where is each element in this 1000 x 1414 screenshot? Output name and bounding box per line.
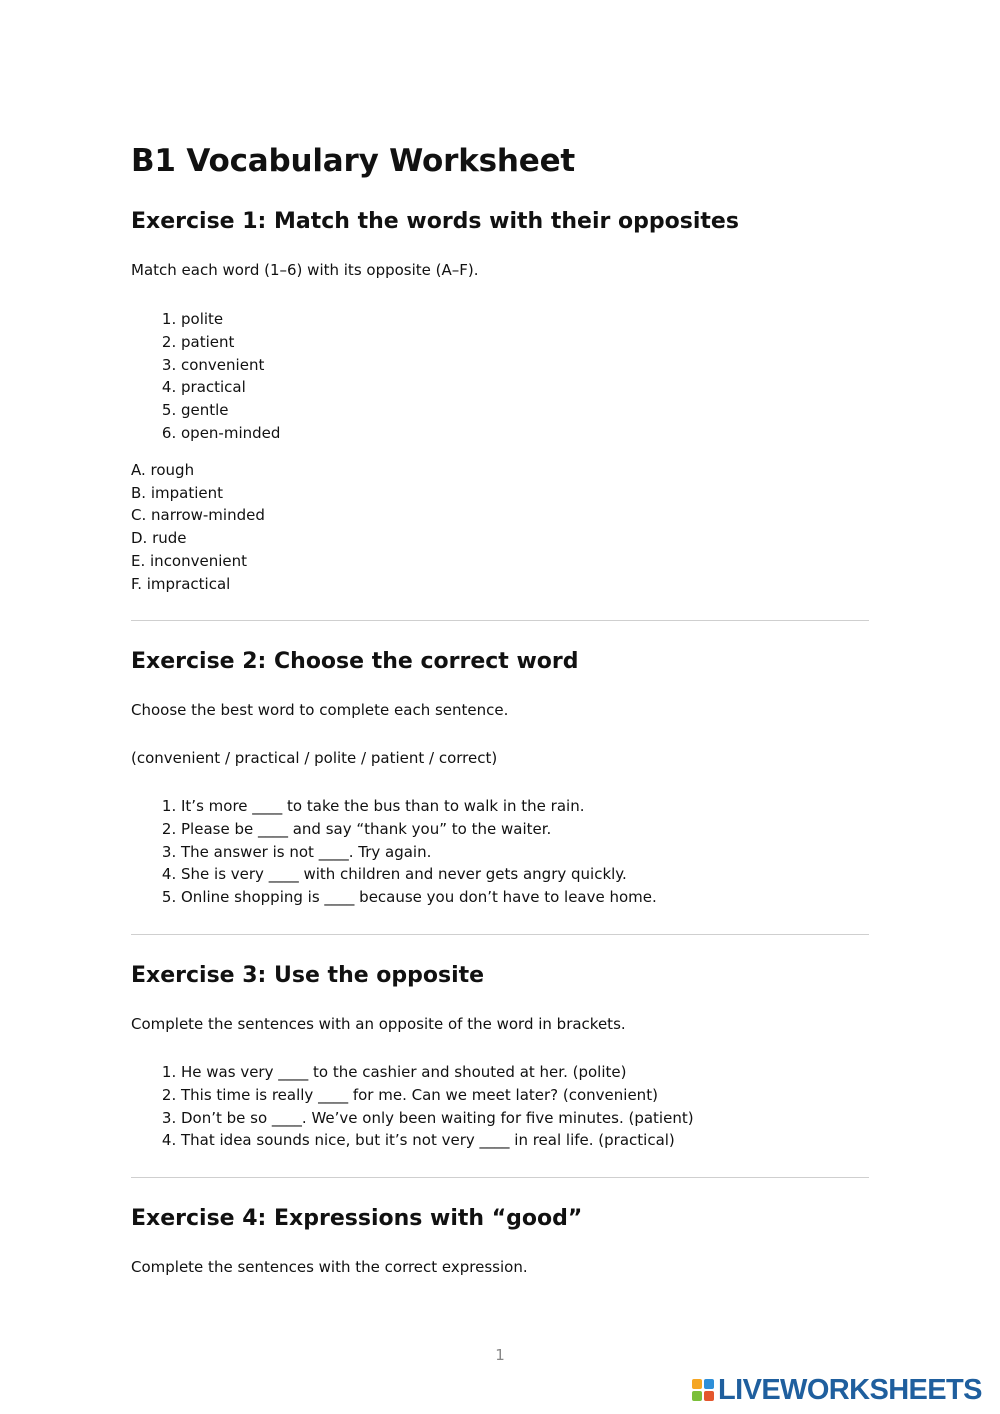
exercise-4-heading: Exercise 4: Expressions with “good” [131, 1206, 583, 1231]
exercise-3-instruction: Complete the sentences with an opposite of the word in brackets. [131, 1015, 626, 1033]
logo-square-icon [692, 1379, 702, 1389]
section-divider [131, 1177, 869, 1178]
exercise-1-word-list [131, 308, 280, 445]
list-item: 6. open-minded [181, 422, 280, 445]
list-item: 4. practical [181, 376, 280, 399]
list-item: 1. He was very ____ to the cashier and shouted at her. (polite) [181, 1061, 694, 1084]
exercise-1-opposites-list [131, 459, 265, 595]
exercise-2-instruction: Choose the best word to complete each sentence. [131, 701, 509, 719]
exercise-2-heading: Exercise 2: Choose the correct word [131, 649, 579, 674]
exercise-1-heading: Exercise 1: Match the words with their opposites [131, 209, 739, 234]
page-number: 1 [495, 1346, 505, 1364]
logo-square-icon [692, 1391, 702, 1401]
liveworksheets-logo-text: LIVEWORKSHEETS [718, 1374, 982, 1406]
list-item: 2. Please be ____ and say “thank you” to the waiter. [181, 818, 657, 841]
list-item: 3. convenient [181, 354, 280, 377]
list-item: F. impractical [131, 574, 231, 593]
list-item: 5. Online shopping is ____ because you don’t have to leave home. [181, 886, 657, 909]
logo-square-icon [704, 1379, 714, 1389]
liveworksheets-logo-icon [692, 1379, 714, 1401]
list-item: 3. Don’t be so ____. We’ve only been waiting for five minutes. (patient) [181, 1107, 694, 1130]
liveworksheets-logo[interactable] [692, 1374, 982, 1406]
logo-square-icon [704, 1391, 714, 1401]
exercise-3-sentence-list [131, 1061, 694, 1152]
list-item: 4. She is very ____ with children and never gets angry quickly. [181, 863, 657, 886]
exercise-2-word-bank: (convenient / practical / polite / patient / correct) [131, 749, 498, 767]
list-item: 1. It’s more ____ to take the bus than to walk in the rain. [181, 795, 657, 818]
exercise-2-sentence-list [131, 795, 657, 909]
exercise-1-instruction: Match each word (1–6) with its opposite (A–F). [131, 261, 479, 279]
page-title: B1 Vocabulary Worksheet [131, 143, 576, 179]
list-item: 1. polite [181, 308, 280, 331]
list-item: 2. patient [181, 331, 280, 354]
section-divider [131, 934, 869, 935]
list-item: 2. This time is really ____ for me. Can we meet later? (convenient) [181, 1084, 694, 1107]
list-item: D. rude [131, 529, 187, 548]
section-divider [131, 620, 869, 621]
list-item: E. inconvenient [131, 551, 248, 570]
list-item: C. narrow-minded [131, 506, 265, 525]
exercise-4-instruction: Complete the sentences with the correct expression. [131, 1258, 528, 1276]
list-item: 3. The answer is not ____. Try again. [181, 841, 657, 864]
list-item: 5. gentle [181, 399, 280, 422]
exercise-3-heading: Exercise 3: Use the opposite [131, 963, 485, 988]
list-item: B. impatient [131, 483, 223, 502]
list-item: A. rough [131, 461, 195, 479]
list-item: 4. That idea sounds nice, but it’s not very ____ in real life. (practical) [181, 1129, 694, 1152]
